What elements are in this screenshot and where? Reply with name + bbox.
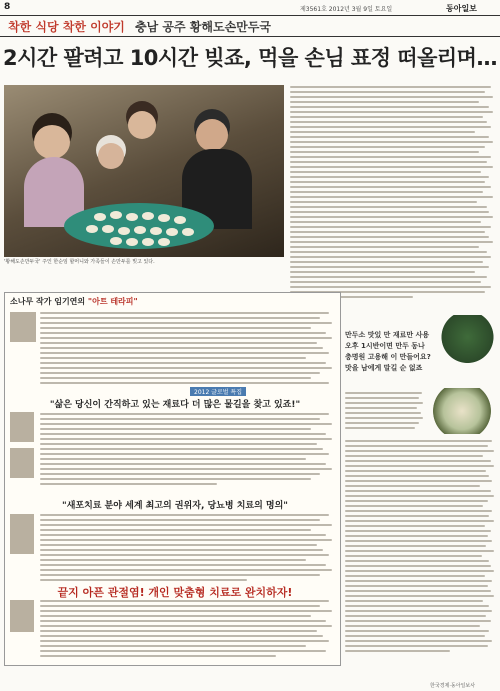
footer-credit: 한국경제·동아일보사 (430, 683, 476, 689)
expert2-photo (10, 448, 34, 478)
page-number: 8 (4, 2, 11, 12)
photo-caption: '황해도손만두국' 주인 한순임 할머니와 가족들이 손만두를 빚고 있다. (4, 259, 155, 265)
quote-2: "새포치료 분야 세계 최고의 권위자, 당뇨병 치료의 명의" (62, 501, 288, 511)
subhead-4: 맛을 남에게 말길 순 없죠 (345, 364, 423, 372)
expert1-photo (10, 412, 34, 442)
box1-text (40, 312, 335, 387)
subhead-1: 만두소 맛있 만 재료만 사용 (345, 331, 430, 339)
quote2-text (40, 514, 335, 584)
subhead-2: 오후 1시반이면 만두 동나 (345, 342, 425, 350)
section-title (8, 18, 271, 35)
quote-3: 끝지 아픈 관절염! 개인 맞춤형 치료로 완치하자! (57, 586, 293, 599)
tree-photo (440, 315, 495, 370)
soup-bowl-photo (428, 388, 496, 434)
box1-title-plain: 소나무 작가 임기연의 (10, 297, 86, 306)
box1-title-accent: "아트 테라피" (87, 297, 138, 306)
box1-title (10, 296, 138, 307)
issue-line: 제3561호 2012년 3월 9일 토요일 (300, 6, 393, 13)
section-sub: 충남 공주 황해도손만두국 (135, 20, 271, 34)
quote1-text (40, 413, 335, 488)
subhead-3: 충명원 고용해 이 만들어요? (345, 353, 431, 361)
box1-tag: 2012 글로벌 특집 (190, 387, 246, 396)
main-photo (4, 85, 284, 257)
quote3-text (40, 600, 335, 660)
headline: 2시간 팔려고 10시간 빚죠, 먹을 손님 표정 떠올리며… (3, 46, 497, 70)
quote-1: "삶은 당신이 간직하고 있는 재료다 더 많은 물길을 찾고 있죠!" (49, 400, 301, 410)
article-body-text (290, 86, 495, 301)
mid-column-text (345, 392, 425, 432)
top-rule (0, 15, 500, 16)
lower-right-text (345, 440, 495, 655)
section-rule (0, 36, 500, 37)
clinic-photo (10, 600, 34, 632)
doctor-photo (10, 514, 34, 554)
paper-name: 동아일보 (446, 4, 477, 13)
section-label: 착한 식당 착한 이야기 (8, 20, 125, 34)
author-photo (10, 312, 36, 342)
